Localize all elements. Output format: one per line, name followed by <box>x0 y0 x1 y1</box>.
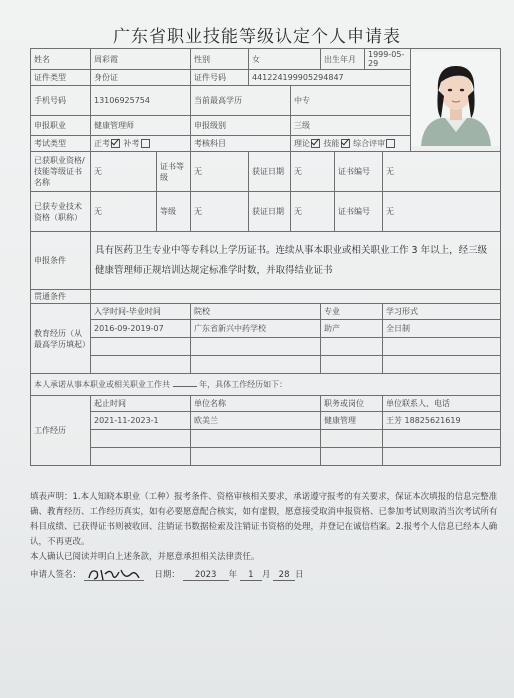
edu-time: 2016-09-2019-07 <box>91 320 191 338</box>
id-type-value: 身份证 <box>91 70 191 86</box>
edu-mode: 全日制 <box>383 320 501 338</box>
applicant-photo <box>411 49 501 152</box>
sign-label: 申请人签名： <box>30 570 82 580</box>
work-history-label: 工作经历 <box>31 396 91 466</box>
work-time-header: 起止时间 <box>91 396 191 412</box>
review-checkbox[interactable] <box>386 139 395 148</box>
subject-skill: 技能 <box>323 139 340 148</box>
day-unit: 日 <box>295 570 304 580</box>
table-row <box>31 412 501 430</box>
work-statement-prefix: 本人承诺从事本职业或相关职业工作共 <box>34 380 170 389</box>
occupation-value: 健康管理师 <box>91 116 191 136</box>
level-label: 申报级别 <box>191 116 291 136</box>
makeup-checkbox[interactable] <box>141 139 150 148</box>
date-label: 日期： <box>154 570 180 580</box>
transfer-value <box>91 290 501 304</box>
form-title: 广东省职业技能等级认定个人申请表 <box>113 27 401 47</box>
skill-checkbox[interactable] <box>341 139 350 148</box>
title-date-value: 无 <box>291 192 335 232</box>
table-row <box>31 356 501 374</box>
conditions-label: 申报条件 <box>31 232 91 290</box>
gender-label: 性别 <box>191 49 249 70</box>
work-post-header: 职务或岗位 <box>321 396 383 412</box>
phone-label: 手机号码 <box>31 86 91 116</box>
cert-no-value: 无 <box>383 152 501 192</box>
title-cert-no-label: 证书编号 <box>335 192 383 232</box>
edu-school-header: 院校 <box>191 304 321 320</box>
exam-type-regular: 正考 <box>94 139 110 148</box>
handwritten-signature <box>85 566 143 582</box>
cert-no-label: 证书编号 <box>335 152 383 192</box>
sign-day: 28 <box>273 570 295 581</box>
obtain-date-label: 获证日期 <box>249 152 291 192</box>
existing-title-label: 已获专业技术资格（职称） <box>31 192 91 232</box>
table-row <box>31 430 501 448</box>
name-value: 周彩霞 <box>91 49 191 70</box>
exam-type-options <box>91 136 191 152</box>
subject-review: 综合评审 <box>353 139 386 148</box>
title-cert-no-value: 无 <box>383 192 501 232</box>
conditions-text: 具有医药卫生专业中等专科以上学历证书。连续从事本职业或相关职业工作 3 年以上，经三级健康管理师正规培训达规定标准学时数，并取得结业证书 <box>91 232 501 290</box>
edu-school: 广东省新兴中药学校 <box>191 320 321 338</box>
exam-subjects-options <box>291 136 411 152</box>
declaration <box>30 490 500 565</box>
theory-checkbox[interactable] <box>311 139 320 148</box>
existing-title-value: 无 <box>91 192 157 232</box>
education-label: 当前最高学历 <box>191 86 291 116</box>
phone-value: 13106925754 <box>91 86 191 116</box>
transfer-label: 贯通条件 <box>31 290 91 304</box>
work-unit-header: 单位名称 <box>191 396 321 412</box>
sign-month: 1 <box>240 570 262 581</box>
sign-year: 2023 <box>183 570 229 581</box>
gender-value: 女 <box>249 49 321 70</box>
work-post: 健康管理 <box>321 412 383 430</box>
subject-theory: 理论 <box>294 139 310 148</box>
name-label: 姓名 <box>31 49 91 70</box>
work-unit: 欧美兰 <box>191 412 321 430</box>
table-row <box>31 338 501 356</box>
obtain-date-value: 无 <box>291 152 335 192</box>
signature-row <box>30 566 500 581</box>
regular-checkbox[interactable] <box>111 139 120 148</box>
declaration-text: 填表声明：1.本人知晓本职业（工种）报考条件、资格审核相关要求，承诺遵守报考的有关要求，保证本次填报的信息完整准确、教育经历、工作经历真实，如有必要愿意配合核实，如有虚假，愿意接受取消申报资格、已参加考试则取消当次考试所有科目成绩、已获得证书则被收回、注销证书数据检索及注销证书资格的处理，并登记在诚信档案。2.报考个人信息已经本人确认，不再更改。 <box>30 492 498 547</box>
table-row <box>31 448 501 466</box>
id-number-value: 441224199905294847 <box>249 70 411 86</box>
work-contact-header: 单位联系人、电话 <box>383 396 501 412</box>
id-type-label: 证件类型 <box>31 70 91 86</box>
edu-history-label: 教育经历（从最高学历填起） <box>31 304 91 374</box>
exam-type-label: 考试类型 <box>31 136 91 152</box>
work-time: 2021-11-2023-1 <box>91 412 191 430</box>
birth-label: 出生年月 <box>321 49 365 70</box>
work-statement <box>31 374 501 396</box>
work-statement-suffix: 年，具体工作经历如下： <box>199 380 288 389</box>
title-date-label: 获证日期 <box>249 192 291 232</box>
exam-subjects-label: 考核科目 <box>191 136 291 152</box>
id-number-label: 证件号码 <box>191 70 249 86</box>
confirm-text: 本人确认已阅读并明白上述条款，并愿意承担相关法律责任。 <box>30 552 260 562</box>
month-unit: 月 <box>261 570 271 580</box>
signature-field[interactable] <box>84 566 144 581</box>
existing-cert-value: 无 <box>91 152 157 192</box>
exam-type-makeup: 补考 <box>123 139 140 148</box>
cert-level-value: 无 <box>191 152 249 192</box>
edu-major: 助产 <box>321 320 383 338</box>
edu-time-header: 入学时间-毕业时间 <box>91 304 191 320</box>
level-value: 三级 <box>291 116 411 136</box>
work-contact: 王芳 18825621619 <box>383 412 501 430</box>
existing-cert-label: 已获职业资格/技能等级证书名称 <box>31 152 91 192</box>
table-row <box>31 320 501 338</box>
education-value: 中专 <box>291 86 411 116</box>
edu-major-header: 专业 <box>321 304 383 320</box>
cert-level-label: 证书等级 <box>157 152 191 192</box>
title-level-label: 等级 <box>157 192 191 232</box>
edu-mode-header: 学习形式 <box>383 304 501 320</box>
application-table <box>30 48 501 466</box>
year-unit: 年 <box>228 570 238 580</box>
title-level-value: 无 <box>191 192 249 232</box>
birth-value: 1999-05-29 <box>365 49 411 70</box>
occupation-label: 申报职业 <box>31 116 91 136</box>
photo-image <box>411 52 501 146</box>
